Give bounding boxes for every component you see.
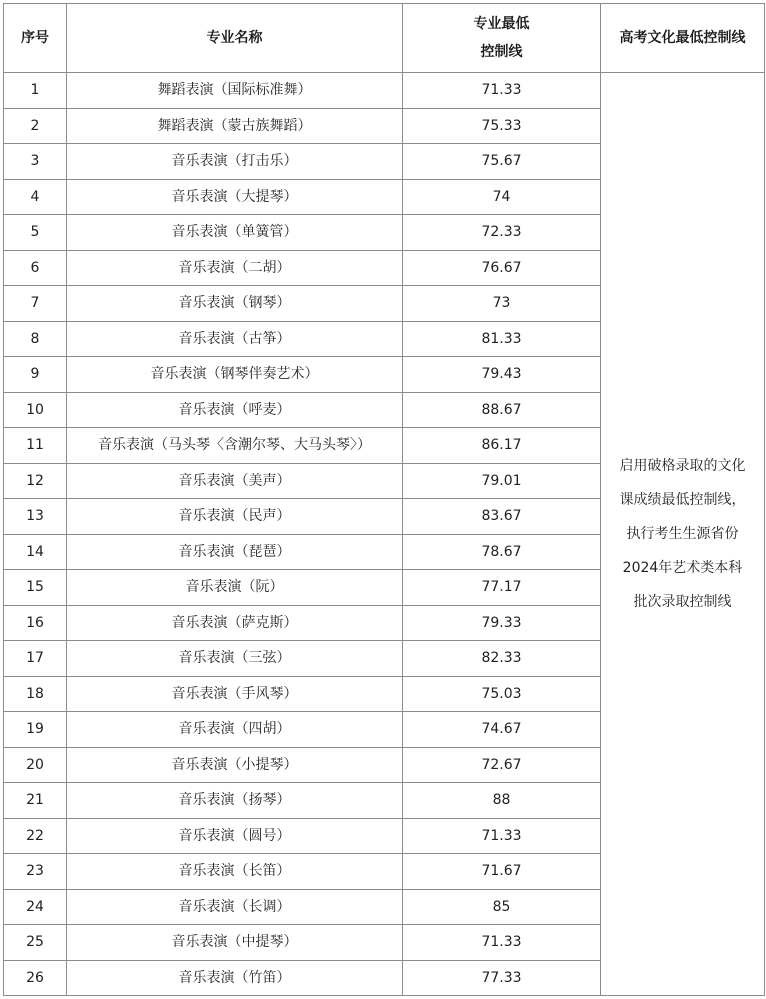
row-min-score: 75.03 [403, 676, 601, 712]
row-major-name: 音乐表演（萨克斯） [67, 605, 403, 641]
row-min-score: 88.67 [403, 392, 601, 428]
row-index: 1 [4, 73, 67, 109]
row-major-name: 音乐表演（中提琴） [67, 925, 403, 961]
row-major-name: 音乐表演（四胡） [67, 712, 403, 748]
row-index: 25 [4, 925, 67, 961]
note-line: 启用破格录取的文化 [619, 458, 746, 474]
row-major-name: 音乐表演（圆号） [67, 818, 403, 854]
row-major-name: 音乐表演（扬琴） [67, 783, 403, 819]
row-index: 20 [4, 747, 67, 783]
row-major-name: 音乐表演（呼麦） [67, 392, 403, 428]
row-min-score: 74 [403, 179, 601, 215]
row-major-name: 音乐表演（长笛） [67, 854, 403, 890]
row-index: 23 [4, 854, 67, 890]
row-min-score: 83.67 [403, 499, 601, 535]
row-min-score: 76.67 [403, 250, 601, 286]
row-min-score: 77.33 [403, 960, 601, 996]
row-min-score: 88 [403, 783, 601, 819]
row-min-score: 71.33 [403, 818, 601, 854]
row-index: 18 [4, 676, 67, 712]
note-line: 批次录取控制线 [633, 594, 732, 610]
row-major-name: 音乐表演（美声） [67, 463, 403, 499]
row-index: 19 [4, 712, 67, 748]
table-header [4, 4, 765, 73]
row-index: 26 [4, 960, 67, 996]
row-major-name: 音乐表演（马头琴〈含潮尔琴、大马头琴〉） [67, 428, 403, 464]
row-index: 6 [4, 250, 67, 286]
row-major-name: 音乐表演（竹笛） [67, 960, 403, 996]
row-major-name: 音乐表演（二胡） [67, 250, 403, 286]
row-index: 11 [4, 428, 67, 464]
row-min-score: 85 [403, 889, 601, 925]
row-major-name: 音乐表演（琵琶） [67, 534, 403, 570]
note-line: 2024年艺术类本科 [622, 560, 743, 576]
row-major-name: 音乐表演（单簧管） [67, 215, 403, 251]
row-index: 21 [4, 783, 67, 819]
header-score [403, 4, 601, 73]
row-index: 15 [4, 570, 67, 606]
row-major-name: 音乐表演（民声） [67, 499, 403, 535]
row-index: 8 [4, 321, 67, 357]
row-major-name: 音乐表演（大提琴） [67, 179, 403, 215]
row-min-score: 79.33 [403, 605, 601, 641]
row-min-score: 75.67 [403, 144, 601, 180]
row-index: 3 [4, 144, 67, 180]
row-min-score: 86.17 [403, 428, 601, 464]
row-index: 14 [4, 534, 67, 570]
row-index: 12 [4, 463, 67, 499]
row-min-score: 71.33 [403, 73, 601, 109]
note-line: 执行考生生源省份 [626, 526, 739, 542]
row-index: 22 [4, 818, 67, 854]
row-major-name: 舞蹈表演（蒙古族舞蹈） [67, 108, 403, 144]
row-index: 17 [4, 641, 67, 677]
table-row [4, 73, 765, 109]
admission-score-table [3, 3, 765, 996]
row-index: 13 [4, 499, 67, 535]
row-min-score: 74.67 [403, 712, 601, 748]
row-major-name: 音乐表演（古筝） [67, 321, 403, 357]
row-min-score: 71.33 [403, 925, 601, 961]
row-min-score: 71.67 [403, 854, 601, 890]
row-major-name: 音乐表演（手风琴） [67, 676, 403, 712]
row-index: 4 [4, 179, 67, 215]
row-index: 10 [4, 392, 67, 428]
header-score-line2: 控制线 [480, 44, 523, 60]
row-min-score: 82.33 [403, 641, 601, 677]
row-min-score: 75.33 [403, 108, 601, 144]
header-major: 专业名称 [67, 4, 403, 73]
row-index: 7 [4, 286, 67, 322]
row-index: 5 [4, 215, 67, 251]
row-min-score: 79.01 [403, 463, 601, 499]
culture-score-note [601, 73, 765, 996]
row-min-score: 81.33 [403, 321, 601, 357]
row-index: 2 [4, 108, 67, 144]
row-major-name: 音乐表演（打击乐） [67, 144, 403, 180]
row-min-score: 79.43 [403, 357, 601, 393]
row-min-score: 78.67 [403, 534, 601, 570]
row-major-name: 音乐表演（小提琴） [67, 747, 403, 783]
table-body [4, 73, 765, 996]
row-major-name: 音乐表演（钢琴） [67, 286, 403, 322]
row-min-score: 72.33 [403, 215, 601, 251]
row-min-score: 73 [403, 286, 601, 322]
header-note: 高考文化最低控制线 [601, 4, 765, 73]
row-major-name: 舞蹈表演（国际标准舞） [67, 73, 403, 109]
header-index: 序号 [4, 4, 67, 73]
row-major-name: 音乐表演（长调） [67, 889, 403, 925]
note-line: 课成绩最低控制线， [619, 492, 746, 508]
header-row [4, 4, 765, 73]
row-major-name: 音乐表演（阮） [67, 570, 403, 606]
row-min-score: 77.17 [403, 570, 601, 606]
header-score-line1: 专业最低 [473, 16, 530, 32]
row-major-name: 音乐表演（钢琴伴奏艺术） [67, 357, 403, 393]
row-index: 16 [4, 605, 67, 641]
row-min-score: 72.67 [403, 747, 601, 783]
row-major-name: 音乐表演（三弦） [67, 641, 403, 677]
row-index: 24 [4, 889, 67, 925]
row-index: 9 [4, 357, 67, 393]
